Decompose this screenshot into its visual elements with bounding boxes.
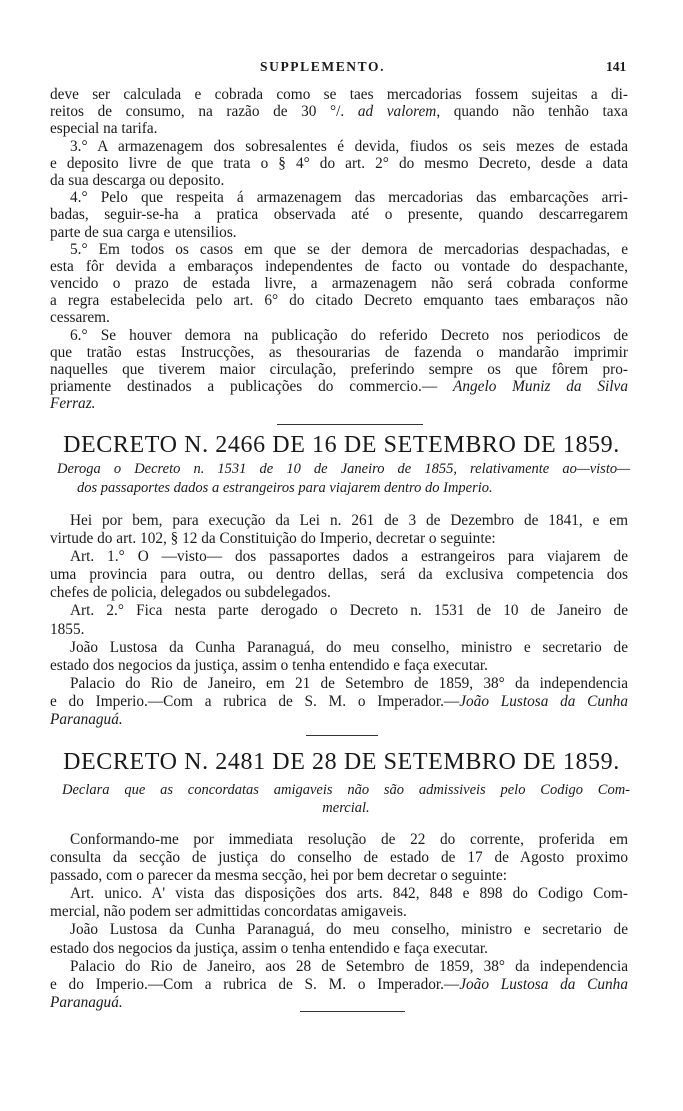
text: virtude do art. 102, § 12 da Constituição do Imperio, decretar o seguinte: bbox=[50, 530, 496, 548]
text: especial na tarifa. bbox=[50, 120, 158, 138]
text-line bbox=[50, 172, 628, 189]
text-line bbox=[50, 103, 628, 120]
text-line bbox=[50, 258, 628, 275]
section-divider bbox=[277, 424, 423, 425]
instructions-continuation bbox=[50, 86, 628, 413]
text-line bbox=[57, 479, 630, 498]
text: reitos de consumo, na razão de 30 °/. bbox=[50, 103, 358, 121]
text-line bbox=[50, 885, 628, 903]
decree-2481-summary bbox=[62, 781, 630, 817]
running-header bbox=[0, 59, 683, 79]
text-line bbox=[50, 530, 628, 548]
text: badas, seguir-se-ha a pratica observada até o presente, quando descarregarem bbox=[50, 206, 628, 224]
text: Conformando-me por immediata resolução de 22 do corrente, proferida em bbox=[70, 831, 628, 848]
running-title: SUPPLEMENTO. bbox=[260, 59, 386, 74]
page-number: 141 bbox=[606, 59, 627, 74]
text-line bbox=[50, 224, 628, 241]
text-line bbox=[50, 639, 628, 657]
text: da sua descarga ou deposito. bbox=[50, 171, 225, 189]
text: Art. 1.° O —visto— dos passaportes dados a estrangeiros para viajarem de bbox=[70, 548, 628, 566]
text-line bbox=[50, 903, 628, 921]
text-line bbox=[50, 189, 628, 206]
text-line bbox=[50, 361, 628, 378]
text: João Lustosa da Cunha Paranaguá, do meu conselho, ministro e secretario de bbox=[70, 638, 628, 656]
section-divider bbox=[306, 735, 378, 736]
text: Palacio do Rio de Janeiro, em 21 de Setembro de 1859, 38° da independencia bbox=[70, 674, 628, 692]
text: mercial, não podem ser admittidas concordatas amigaveis. bbox=[50, 903, 407, 921]
text: 3.° A armazenagem dos sobresalentes é devida, fiudos os seis mezes de estada bbox=[70, 137, 628, 155]
text-line bbox=[50, 548, 628, 566]
text-line bbox=[50, 155, 628, 172]
text: Art. unico. A' vista das disposições dos arts. 842, 848 e 898 do Codigo Com- bbox=[70, 885, 628, 903]
text: Palacio do Rio de Janeiro, aos 28 de Setembro de 1859, 38° da independencia bbox=[70, 957, 628, 975]
text: que tratão estas Instrucções, as thesourarias de fazenda o mandarão imprimir bbox=[50, 343, 628, 361]
text: 6.° Se houver demora na publicação do referido Decreto nos periodicos de bbox=[70, 326, 628, 344]
text-line bbox=[50, 693, 628, 711]
text: consulta da secção de justiça do conselho de estado de 17 de Agosto proximo bbox=[50, 849, 628, 867]
text: Art. 2.° Fica nesta parte derogado o Decreto n. 1531 de 10 de Janeiro de bbox=[70, 602, 628, 620]
text: Hei por bem, para execução da Lei n. 261 de 3 de Dezembro de 1841, e em bbox=[70, 512, 628, 529]
italic-text: Paranaguá. bbox=[50, 993, 123, 1011]
text-line bbox=[50, 657, 628, 675]
end-divider bbox=[300, 1011, 405, 1012]
text: estado dos negocios da justiça, assim o tenha entendido e faça executar. bbox=[50, 939, 488, 957]
text: estado dos negocios da justiça, assim o tenha entendido e faça executar. bbox=[50, 656, 488, 674]
text: e do Imperio.—Com a rubrica de S. M. o Imperador.— bbox=[50, 692, 460, 710]
text: 5.° Em todos os casos em que se der demora de mercadorias despachadas, e bbox=[70, 240, 628, 258]
text-line bbox=[50, 206, 628, 223]
text-line bbox=[50, 584, 628, 602]
text: a regra estabelecida pelo art. 6° do citado Decreto emquanto taes embaraços não bbox=[50, 292, 628, 310]
text-line bbox=[50, 512, 628, 530]
text: priamente destinados a publicações do commercio.— bbox=[50, 378, 454, 396]
italic-text: João Lustosa da Cunha bbox=[459, 975, 628, 993]
text-line bbox=[50, 958, 628, 976]
text-line bbox=[50, 327, 628, 344]
text: chefes de policia, delegados ou subdelegados. bbox=[50, 584, 331, 602]
italic-text: João Lustosa da Cunha bbox=[459, 692, 628, 710]
text: , quando não tenhão taxa bbox=[436, 103, 628, 121]
decree-2481-body bbox=[50, 831, 628, 1012]
decree-2466-title: DECRETO N. 2466 DE 16 DE SETEMBRO DE 1859. bbox=[63, 432, 620, 458]
text-line bbox=[50, 940, 628, 958]
text: 1855. bbox=[50, 620, 85, 638]
text: esta fôr devida a embaraços independentes de facto ou vontade do despachante, bbox=[50, 257, 628, 275]
text: mercial. bbox=[322, 800, 370, 816]
text-line bbox=[50, 344, 628, 361]
decree-2466-summary bbox=[57, 460, 630, 497]
text-line bbox=[57, 460, 630, 479]
text-line bbox=[50, 378, 628, 395]
text-line bbox=[50, 138, 628, 155]
text: e deposito livre de que trata o § 4° do art. 2° do mesmo Decreto, desde a data bbox=[50, 154, 628, 172]
text: passado, com o parecer da mesma secção, hei por bem decretar o seguinte: bbox=[50, 867, 508, 885]
text-line bbox=[50, 621, 628, 639]
text-line bbox=[50, 602, 628, 620]
text-line bbox=[50, 711, 628, 729]
text: cessarem. bbox=[50, 309, 110, 327]
text-line bbox=[50, 241, 628, 258]
text: vencido o prazo de estada livre, a armazenagem não será cobrada conforme bbox=[50, 275, 628, 293]
text-line bbox=[50, 292, 628, 309]
text: dos passaportes dados a estrangeiros para viajarem dentro do Imperio. bbox=[77, 479, 493, 496]
text: parte de sua carga e utensilios. bbox=[50, 223, 237, 241]
text-line bbox=[50, 994, 628, 1012]
text-line bbox=[50, 849, 628, 867]
text: Deroga o Decreto n. 1531 de 10 de Janeiro de 1855, relativamente ao—visto— bbox=[57, 461, 630, 477]
text: João Lustosa da Cunha Paranaguá, do meu conselho, ministro e secretario de bbox=[70, 921, 628, 939]
text: Declara que as concordatas amigaveis não são admissiveis pelo Codigo Com- bbox=[62, 782, 630, 798]
text-line bbox=[50, 275, 628, 292]
text-line bbox=[50, 921, 628, 939]
text-line bbox=[50, 395, 628, 412]
text-line bbox=[62, 799, 630, 817]
text-line bbox=[50, 976, 628, 994]
text-line bbox=[50, 86, 628, 103]
text-line bbox=[50, 566, 628, 584]
text-line bbox=[50, 309, 628, 326]
decree-2481-title: DECRETO N. 2481 DE 28 DE SETEMBRO DE 1859. bbox=[63, 749, 620, 775]
italic-text: Ferraz. bbox=[50, 395, 96, 413]
decree-2466-body bbox=[50, 512, 628, 729]
italic-text: ad valorem bbox=[357, 103, 437, 121]
text: 4.° Pelo que respeita á armazenagem das mercadorias das embarcações arri- bbox=[70, 189, 628, 207]
text: e do Imperio.—Com a rubrica de S. M. o Imperador.— bbox=[50, 975, 460, 993]
text-line bbox=[50, 120, 628, 137]
text: naquelles que tiverem maior circulação, preferindo sempre os que fôrem pro- bbox=[50, 361, 628, 378]
text: uma provincia para outra, ou dentro dellas, será da exclusiva competencia dos bbox=[50, 566, 628, 584]
text-line bbox=[50, 867, 628, 885]
italic-text: Paranaguá. bbox=[50, 711, 123, 729]
italic-text: Angelo Muniz da Silva bbox=[453, 378, 628, 396]
text-line bbox=[62, 781, 630, 799]
text-line bbox=[50, 675, 628, 693]
text-line bbox=[50, 831, 628, 849]
text: deve ser calculada e cobrada como se taes mercadorias fossem sujeitas a di- bbox=[50, 86, 628, 103]
